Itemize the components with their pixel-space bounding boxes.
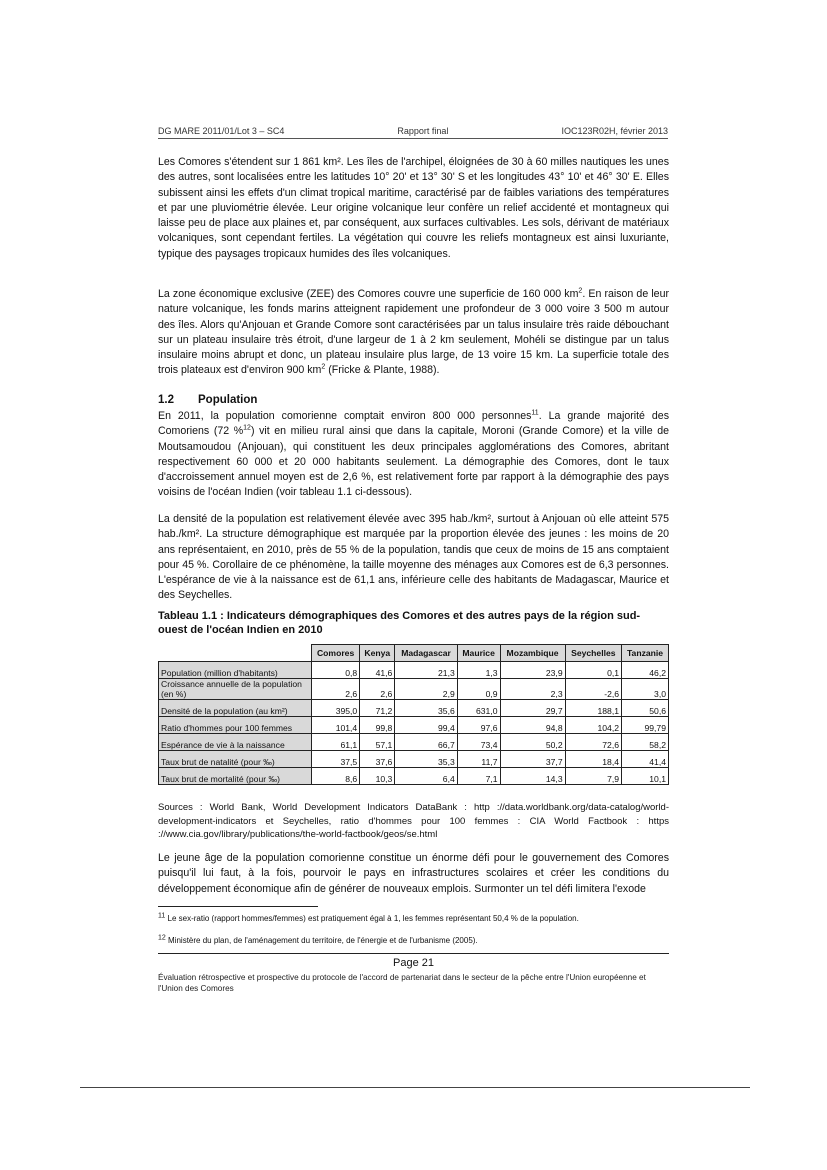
table-cell: 46,2 <box>622 662 669 679</box>
row-label: Taux brut de natalité (pour ‰) <box>159 751 312 768</box>
table-corner <box>159 645 312 662</box>
page-number: Page 21 <box>393 957 434 969</box>
table-cell: 29,7 <box>500 700 565 717</box>
table-row <box>159 751 669 768</box>
table-cell: 8,6 <box>312 768 360 785</box>
row-label: Densité de la population (au km²) <box>159 700 312 717</box>
table-cell: 37,6 <box>360 751 395 768</box>
table-cell: 2,3 <box>500 679 565 700</box>
header-center: Rapport final <box>397 126 449 136</box>
column-header: Comores <box>312 645 360 662</box>
table-cell: 66,7 <box>395 734 457 751</box>
paragraph-geography <box>158 155 669 262</box>
table-cell: 99,8 <box>360 717 395 734</box>
table-cell: -2,6 <box>565 679 621 700</box>
footnote-separator <box>158 906 318 907</box>
paragraph-3: En 2011, la population comorienne comptait environ 800 000 personnes$^{11}$. La grande majorité des Comoriens (72 %$^{12}$) vit en milieu rural ainsi que dans la capitale, Moroni (Grande Comore) et la ville de Moutsamoudou (Anjouan), qui constituent les deux principales agglomérations des Comores, abritant respectivement 60 000 et 20 000 habitants seulement. La démographie des Comores, dont le taux d'accroissement annuel moyen est de 2,6 %, est relativement forte par rapport à la démographie des pays voisins de l'océan Indien (voir tableau 1.1 ci-dessous). <box>158 409 669 499</box>
row-label: Ratio d'hommes pour 100 femmes <box>159 717 312 734</box>
column-header: Kenya <box>360 645 395 662</box>
table-cell: 1,3 <box>457 662 500 679</box>
table-row <box>159 679 669 700</box>
table-cell: 0,8 <box>312 662 360 679</box>
table-cell: 37,7 <box>500 751 565 768</box>
table-cell: 73,4 <box>457 734 500 751</box>
section-heading <box>158 394 257 406</box>
row-label: Croissance annuelle de la population (en %) <box>159 679 312 700</box>
page-header <box>158 126 668 139</box>
footer-text: Évaluation rétrospective et prospective du protocole de l'accord de partenariat dans le secteur de la pêche entre l'Union européenne et l'Union des Comores <box>158 973 646 993</box>
column-header: Maurice <box>457 645 500 662</box>
table-cell: 35,3 <box>395 751 457 768</box>
table-cell: 104,2 <box>565 717 621 734</box>
table-cell: 101,4 <box>312 717 360 734</box>
footer-rule <box>158 953 669 954</box>
paragraph-4: La densité de la population est relativement élevée avec 395 hab./km², surtout à Anjouan où elle atteint 575 hab./km². La structure démographique est marquée par la proportion élevée des jeunes : les moins de 20 ans représentaient, en 2010, près de 55 % de la population, tandis que ceux de moins de 15 ans comptaient pour 45 %. Corollaire de ce phénomène, la taille moyenne des ménages aux Comores est de 6,3 personnes. L'espérance de vie à la naissance est de 61,1 ans, inférieure celle des habitants de Madagascar, Maurice et des Seychelles. <box>158 513 669 602</box>
table-cell: 72,6 <box>565 734 621 751</box>
table-sources: Sources : World Bank, World Development Indicators DataBank : http ://data.worldbank.org/data-catalog/world-development-indicators et Seychelles, ratio d'hommes pour 100 femmes : CIA World Factbook : https ://www.cia.gov/library/publications/the-world-factbook/geos/se.html <box>158 802 669 840</box>
table-cell: 0,1 <box>565 662 621 679</box>
column-header: Tanzanie <box>622 645 669 662</box>
demographics-table <box>158 644 669 785</box>
table-row <box>159 768 669 785</box>
table-row <box>159 662 669 679</box>
table-row <box>159 717 669 734</box>
column-header: Mozambique <box>500 645 565 662</box>
table-cell: 58,2 <box>622 734 669 751</box>
table-row <box>159 734 669 751</box>
column-header: Seychelles <box>565 645 621 662</box>
table-cell: 18,4 <box>565 751 621 768</box>
row-label: Taux brut de mortalité (pour ‰) <box>159 768 312 785</box>
paragraph-zee <box>158 287 669 379</box>
table-cell: 94,8 <box>500 717 565 734</box>
table-caption: Tableau 1.1 : Indicateurs démographiques des Comores et des autres pays de la région sud-ouest de l'océan Indien en 2010 <box>158 610 641 636</box>
table-cell: 41,4 <box>622 751 669 768</box>
table-cell: 7,9 <box>565 768 621 785</box>
table-cell: 35,6 <box>395 700 457 717</box>
table-cell: 10,3 <box>360 768 395 785</box>
footnote-12: $^{12}$ Ministère du plan, de l'aménagement du territoire, de l'énergie et de l'urbanisme (2005). <box>158 934 478 945</box>
table-cell: 99,4 <box>395 717 457 734</box>
table-cell: 50,2 <box>500 734 565 751</box>
table-header-row <box>159 645 669 662</box>
table-cell: 2,6 <box>312 679 360 700</box>
table-cell: 395,0 <box>312 700 360 717</box>
table-row <box>159 700 669 717</box>
bottom-divider <box>80 1087 750 1088</box>
paragraph-density <box>158 512 669 604</box>
table-cell: 10,1 <box>622 768 669 785</box>
table-cell: 37,5 <box>312 751 360 768</box>
table-cell: 14,3 <box>500 768 565 785</box>
paragraph-2: La zone économique exclusive (ZEE) des Comores couvre une superficie de 160 000 $km^2$. En raison de leur nature volcanique, les fonds marins atteignent rapidement une profondeur de 3 000 voire 3 500 m autour des îles. Alors qu'Anjouan et Grande Comore sont caractérisées par un talus insulaire très raide débouchant sur un plateau insulaire très étroit, d'une largeur de 1 à 2 km seulement, Mohéli se distingue par un talus insulaire moins abrupt et donc, un plateau insulaire plus large, de 13 voire 15 km. La superficie totale des trois plateaux est d'environ 900 $km^2$ (Fricke & Plante, 1988). <box>158 287 669 377</box>
table-cell: 11,7 <box>457 751 500 768</box>
table-cell: 57,1 <box>360 734 395 751</box>
table-cell: 188,1 <box>565 700 621 717</box>
paragraph-youth <box>158 851 669 897</box>
paragraph-5: Le jeune âge de la population comorienne constitue un énorme défi pour le gouvernement des Comores puisqu'il lui faut, à la fois, pourvoir le pays en infrastructures scolaires et créer les conditions du développement économique afin de générer de nouveaux emplois. Surmonter un tel défi limitera l'exode <box>158 852 669 895</box>
column-header: Madagascar <box>395 645 457 662</box>
paragraph-population <box>158 409 669 501</box>
header-left: DG MARE 2011/01/Lot 3 – SC4 <box>158 126 285 136</box>
table-cell: 7,1 <box>457 768 500 785</box>
table-cell: 23,9 <box>500 662 565 679</box>
row-label: Espérance de vie à la naissance <box>159 734 312 751</box>
table-cell: 631,0 <box>457 700 500 717</box>
table-cell: 6,4 <box>395 768 457 785</box>
table-cell: 97,6 <box>457 717 500 734</box>
table-cell: 0,9 <box>457 679 500 700</box>
footnote-11: $^{11}$ Le sex-ratio (rapport hommes/femmes) est pratiquement égal à 1, les femmes représentant 50,4 % de la population. <box>158 912 579 923</box>
table-cell: 61,1 <box>312 734 360 751</box>
row-label: Population (million d'habitants) <box>159 662 312 679</box>
header-right: IOC123R02H, février 2013 <box>561 126 668 136</box>
table-cell: 2,6 <box>360 679 395 700</box>
table-cell: 99,79 <box>622 717 669 734</box>
table-cell: 21,3 <box>395 662 457 679</box>
section-title: Population <box>198 394 258 406</box>
table-cell: 41,6 <box>360 662 395 679</box>
paragraph-1: Les Comores s'étendent sur 1 861 km². Les îles de l'archipel, éloignées de 30 à 60 milles nautiques les unes des autres, sont localisées entre les latitudes 10° 20' et 13° 30' S et les longitudes 43° 10' et 46° 30' E. Elles subissent ainsi les effets d'un climat tropical maritime, caractérisé par de faibles variations des températures et par une pluviométrie élevée. Leur origine volcanique leur confère un relief accidenté et montagneux qui laisse peu de place aux plaines et, par conséquent, aux surfaces cultivables. Les sols, dérivant de matériaux volcaniques, sont cependant fertiles. La végétation qui couvre les reliefs montagneux est ainsi luxuriante, typique des paysages tropicaux humides des îles volcaniques. <box>158 156 669 260</box>
table-cell: 71,2 <box>360 700 395 717</box>
section-number: 1.2 <box>158 394 174 406</box>
table-cell: 3,0 <box>622 679 669 700</box>
table-cell: 2,9 <box>395 679 457 700</box>
table-cell: 50,6 <box>622 700 669 717</box>
